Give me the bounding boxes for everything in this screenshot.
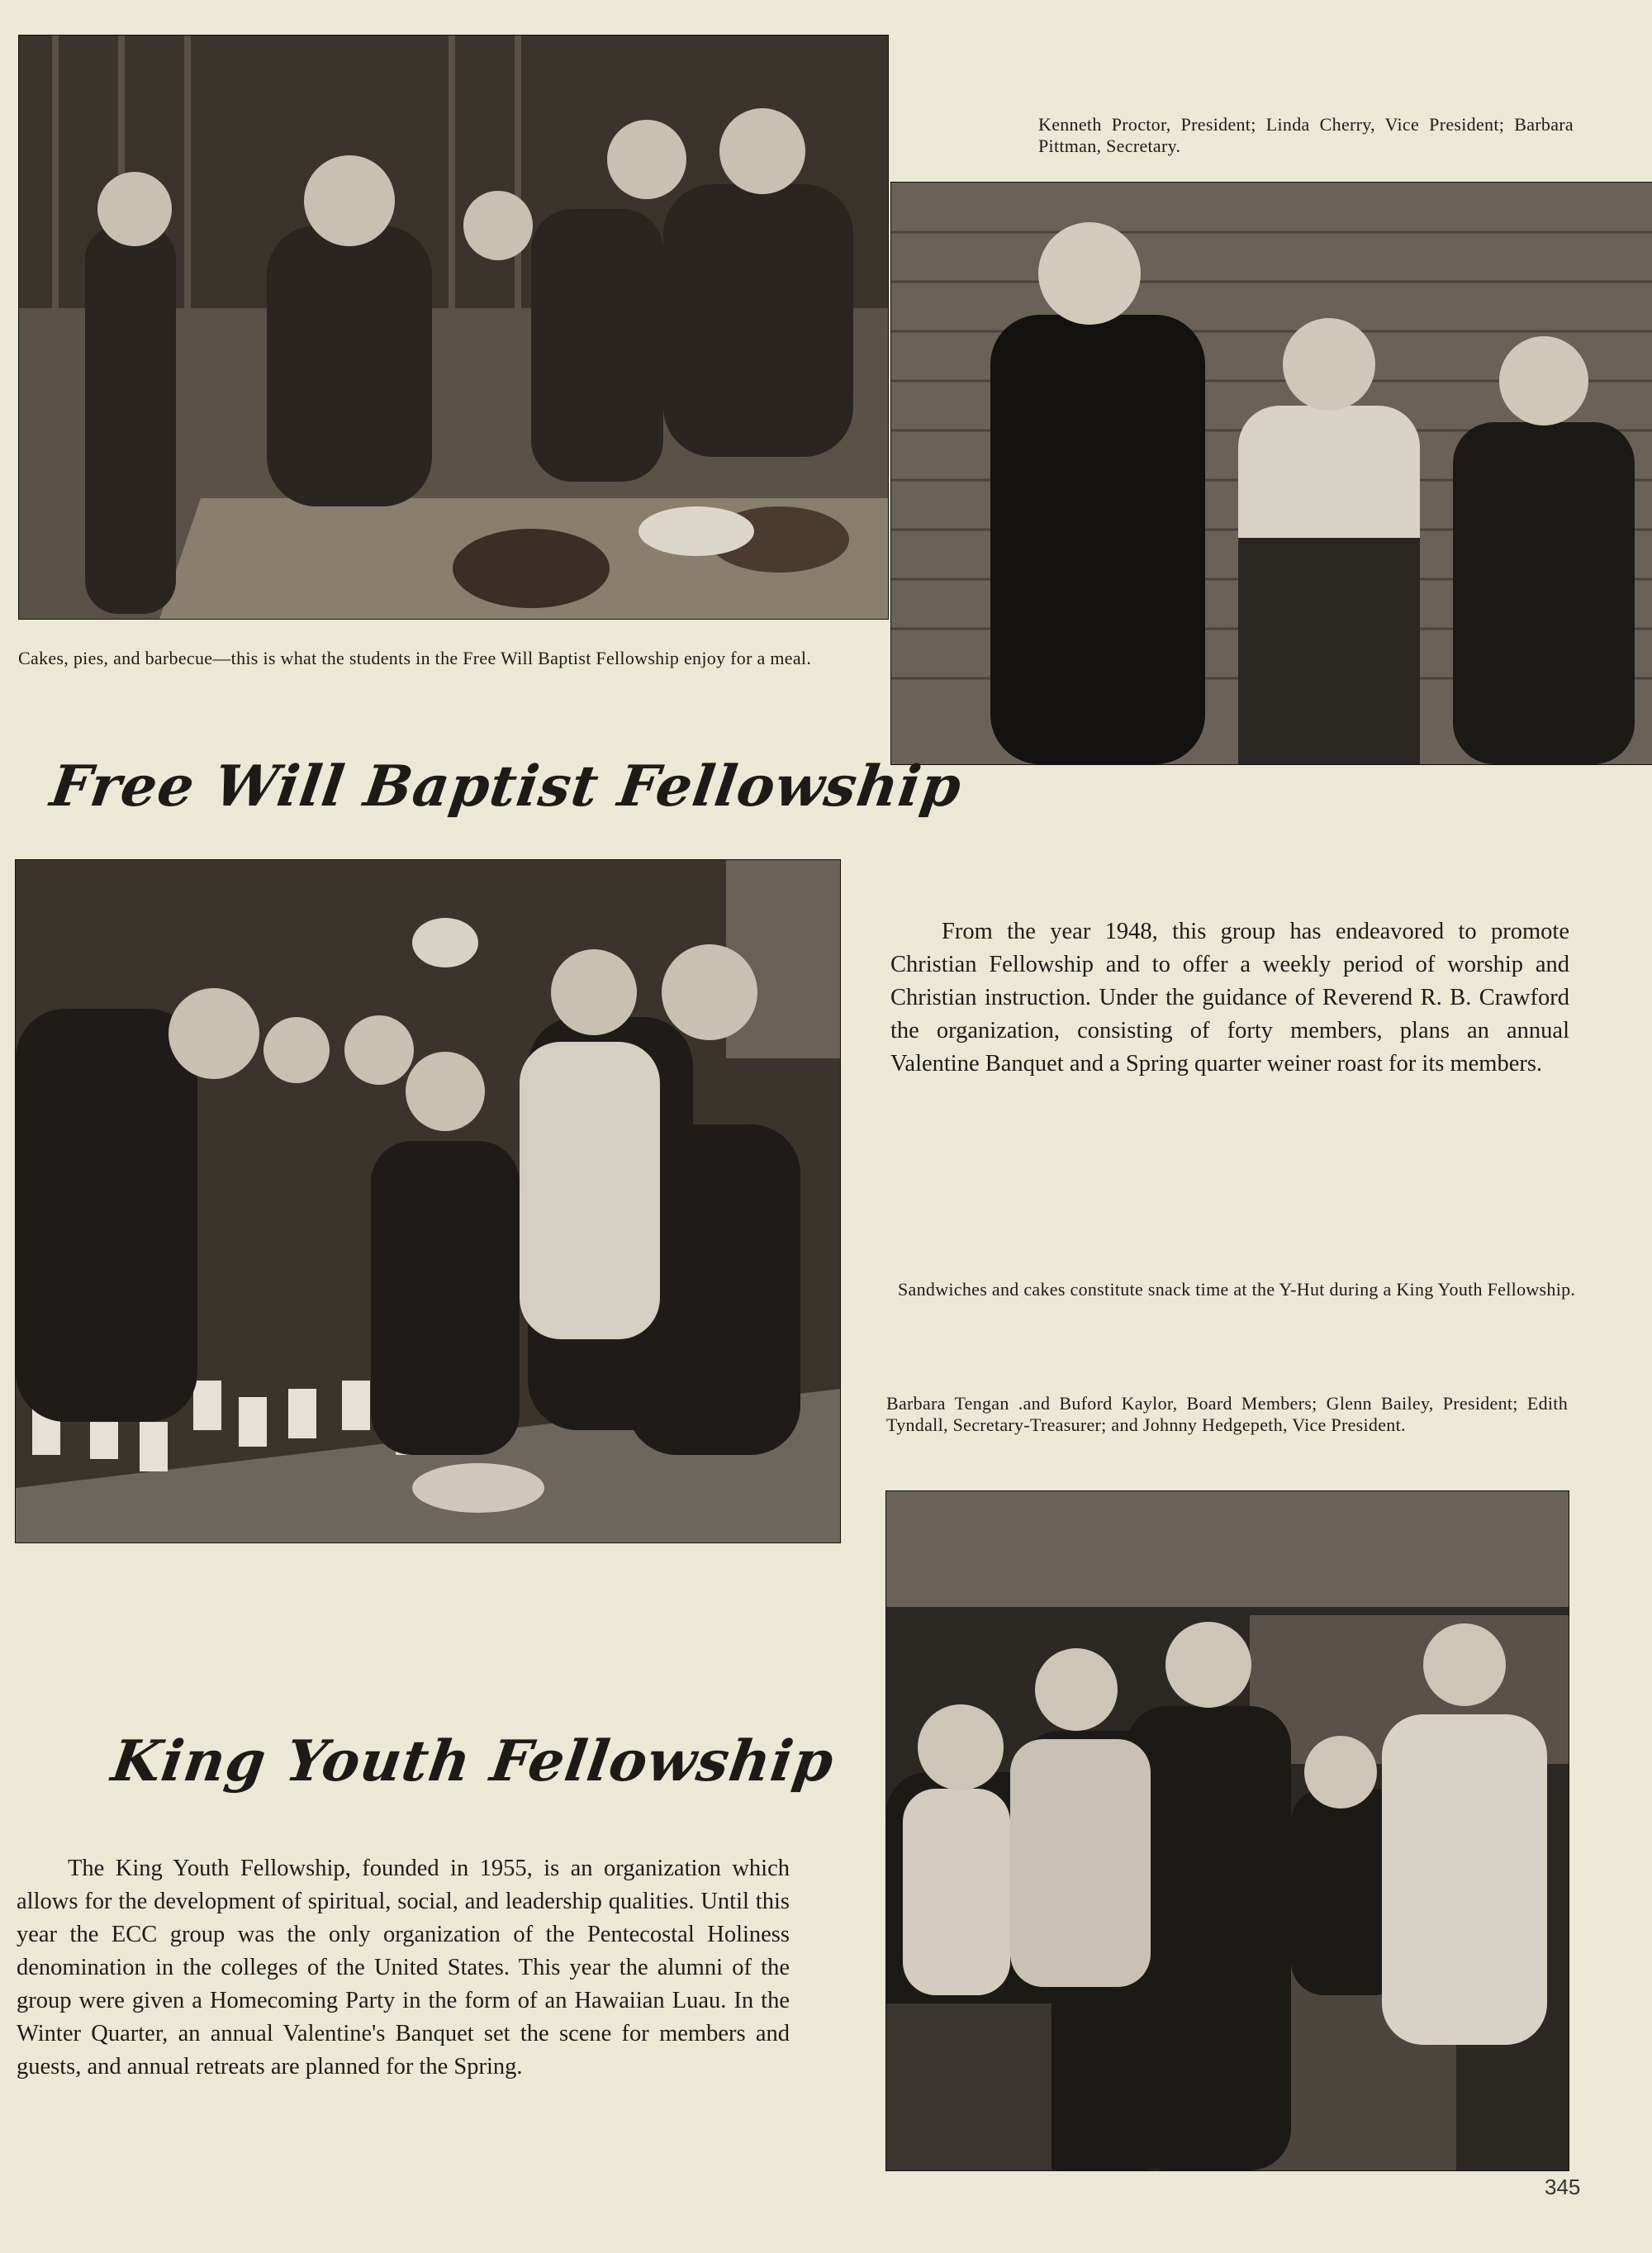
page-number: 345 [1545,2175,1581,2199]
heading-free-will-baptist: Free Will Baptist Fellowship [46,753,966,820]
photo-board-members [885,1490,1569,2171]
photo-meal-line [18,35,889,620]
photo-icon [19,36,888,619]
officers-caption: Kenneth Proctor, President; Linda Cherry, Vice President; Barbara Pittman, Secretary. [1038,114,1574,156]
meal-caption: Cakes, pies, and barbecue—this is what the students in the Free Will Baptist Fellowship enjoy for a meal. [18,648,812,668]
photo-officers [890,182,1652,765]
king-youth-paragraph: The King Youth Fellowship, founded in 1955, is an organization which allows for the development of spiritual, social, and leadership qualities. Until this year the ECC group was the only organization of the Pentecostal Holiness denomination in the colleges of the United States. This year the alumni of the group were given a Homecoming Party in the form of an Hawaiian Luau. In the Winter Quarter, an annual Valentine's Banquet set the scene for members and guests, and annual retreats are planned for the Spring. [17,1856,790,2080]
snack-caption: Sandwiches and cakes constitute snack time at the Y-Hut during a King Youth Fellowship. [898,1279,1576,1300]
heading-king-youth: King Youth Fellowship [107,1728,838,1794]
free-will-paragraph: From the year 1948, this group has endeavored to promote Christian Fellowship and to offer a weekly period of worship and Christian instruction. Under the guidance of Reverend R. B. Crawford the organization, consisting of forty members, plans an annual Valentine Banquet and a Spring quarter weiner roast for its members. [890,919,1569,1077]
photo-icon [891,183,1652,764]
photo-icon [886,1491,1569,2170]
photo-snack-time [15,859,841,1543]
board-caption: Barbara Tengan .and Buford Kaylor, Board Members; Glenn Bailey, President; Edith Tyndall, Secretary-Treasurer; and Johnny Hedgepeth, Vice President. [886,1393,1568,1435]
photo-icon [16,860,840,1542]
